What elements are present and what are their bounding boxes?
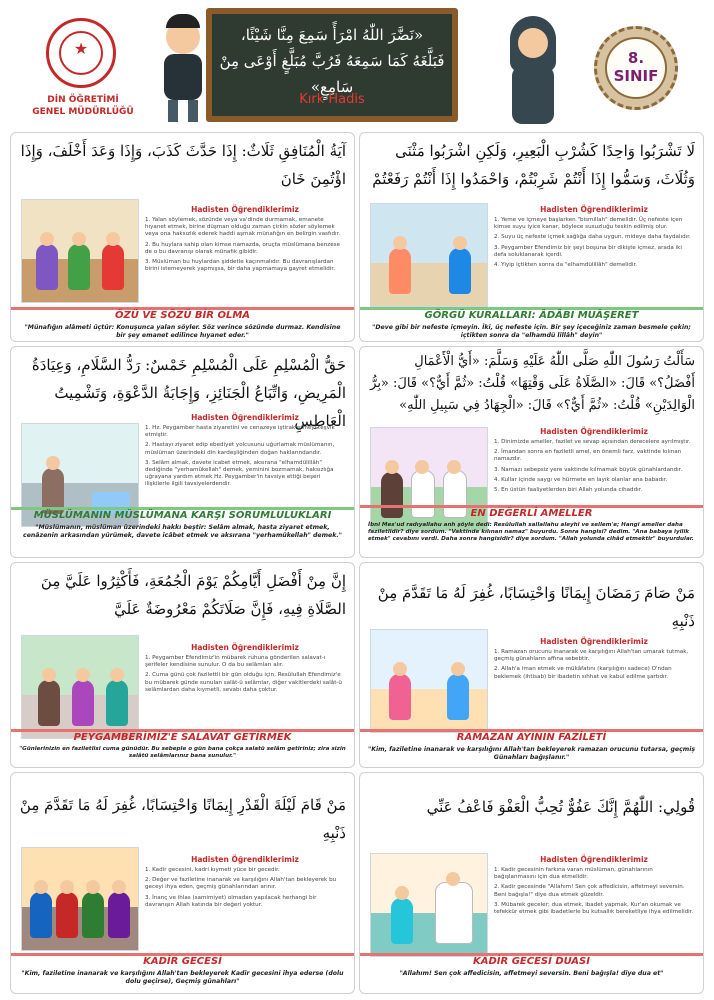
grade-badge [594,26,678,110]
hadith-illustration [370,629,488,733]
lessons-box [494,427,694,497]
hadith-arabic: مَنْ صَامَ رَمَضَانَ إِيمَانًا وَاحْتِسَابًا، غُفِرَ لَهُ مَا تَقَدَّمَ مِنْ ذَنْبِهِ [377,584,695,630]
hadith-summary: "Kim, faziletine inanarak ve karşılığını Allah'tan bekleyerek ramazan orucunu tutarsa, geçmiş Günahları bağışlanır." [368,746,695,761]
lessons-box [145,413,345,492]
lesson-item: 1. Kadir gecesini, kadri kıymeti yüce bir gecedir. [145,867,280,873]
hadith-summary: "Kim, faziletine inanarak ve karşılığını Allah'tan bekleyerek Kadir gecesini ihya ederse (dolu dolu geçirse), Geçmiş günahları" [21,970,344,985]
board-hadith [218,22,446,100]
hadith-arabic: إِنَّ مِنْ أَفْضَلِ أَيَّامِكُمْ يَوْمَ الْجُمُعَةِ، فَأَكْثِرُوا عَلَيَّ مِنَ الصَّلَاةِ فِيهِ، فَإِنَّ صَلَاتَكُمْ مَعْرُوضَةٌ عَلَيَّ [40,572,346,618]
hadith-title: ÖZÜ VE SÖZÜ BİR OLMA [114,310,251,321]
hadith-card [359,562,704,768]
lesson-item: 1. Peygamber Efendimiz'in mübarek ruhuna gönderilen salavat-ı şerifeler kendisine sunulur. O da bu selâmları alır. [145,655,326,669]
hadith-illustration [21,199,139,303]
chalkboard [206,8,458,122]
hadith-card [10,562,355,768]
page-header [6,6,708,126]
hadith-illustration [370,203,488,307]
hadith-illustration [21,635,139,739]
lesson-item: 2. Hastayı ziyaret edip ebediyet yolcusunu uğurlamak müslümanın, müslüman üzerindeki din kardeşliğinden doğan haklarındandır. [145,442,335,456]
hadith-arabic: سَأَلْتُ رَسُولَ اللّٰهِ صَلَّى اللّٰهُ عَلَيْهِ وَسَلَّمَ: «أَيُّ الْأَعْمَالِ أَفْضَلُ؟» قَالَ: «الصَّلَاةُ عَلَى وَقْتِهَا» قُلْتُ: «ثُمَّ أَيٌّ؟» قَالَ: «بِرُّ الْوَالِدَيْنِ» قُلْتُ: «ثُمَّ أَيٌّ؟» قَالَ: «الْجِهَادُ فِي سَبِيلِ اللّٰهِ» [370,354,695,413]
lesson-item: 3. Peygamber Efendimiz bir şeyi boşuna bir dikişte içmez, arada iki defa soluklanarak içerdi. [494,244,682,258]
lessons-box [494,855,694,919]
hadith-arabic: آيَةُ الْمُنَافِقِ ثَلَاثٌ: إِذَا حَدَّثَ كَذَبَ، وَإِذَا وَعَدَ أَخْلَفَ، وَإِذَا اؤْتُمِنَ خَانَ [20,142,346,188]
lesson-item: 4. Kullar içinde saygı ve hürmete en layık olanlar ana babadır. [494,476,668,483]
hadith-card [10,132,355,342]
ministry-logo [46,18,116,88]
hadith-arabic: قُولِي: اللّٰهُمَّ إِنَّكَ عَفُوٌّ تُحِبُّ الْعَفْوَ فَاعْفُ عَنِّي [426,798,695,816]
lesson-item: 3. Müslüman bu huylardan şiddetle kaçınmalıdır. Bu davranışlardan birini istemeyerek yapmışsa, bir daha yapmamaya gayret etmelidir. [145,259,335,273]
lessons-box [494,637,694,684]
lesson-item: 2. Bu huylara sahip olan kimse namazda, oruçta müslümana benzese de o bu davranışı olarak münafık gibidir. [145,241,341,255]
lesson-item: 1. Hz. Peygamber hasta ziyaretini ve cenazeye iştirak etmeyi teşvik etmiştir. [145,425,335,439]
hadith-title: KADİR GECESİ [143,956,222,967]
lessons-heading: Hadisten Öğrendiklerimiz [191,413,299,422]
lesson-item: 4. Yiyip içtikten sonra da "elhamdülillâh" demelidir. [494,262,638,269]
hadith-illustration [370,853,488,957]
board-hadith-line-1: «نَضَّرَ اللّٰهُ امْرَأً سَمِعَ مِنَّا شَيْئًا، [240,26,424,44]
lesson-item: 3. Selâm almak, davete icabet etmek, aksırana "elhamdülillâh" dediğinde "yerhamükellah" demek, yeminini bozmamak, haksızlığa uğrayana yardım etmek Hz. Peygamber'in tavsiye ettiği beşeri ilişkilerle ilgili tavsiyelerdendir. [145,459,334,488]
lesson-item: 2. Allah'a iman etmek ve mükâfatını (karşılığını sadece) O'ndan beklemek (ihtisab) bir ibadetin sıhhat ve kabul edilme şartıdır. [494,666,672,680]
hadith-summary: "Münafığın alâmeti üçtür: Konuşunca yalan söyler. Söz verince sözünde durmaz. Kendisine bir şey emanet edilince hıyanet eder." [24,324,341,339]
lessons-heading: Hadisten Öğrendiklerimiz [540,855,648,864]
lesson-item: 3. Namazı sebepsiz yere vaktinde kılmamak büyük günahlardandır. [494,466,683,473]
hadith-arabic: مَنْ قَامَ لَيْلَةَ الْقَدْرِ إِيمَانًا وَاحْتِسَابًا، غُفِرَ لَهُ مَا تَقَدَّمَ مِنْ ذَنْبِهِ [19,796,346,842]
org-line-1: DİN ÖĞRETİMİ [47,95,119,105]
organization-name [28,94,138,118]
lessons-heading: Hadisten Öğrendiklerimiz [540,427,648,436]
lessons-box [145,205,345,276]
hadith-title: MÜSLÜMANIN MÜSLÜMANA KARŞI SORUMLULUKLARI [33,510,332,521]
hadith-summary: "Müslümanın, müslüman üzerindeki hakkı beştir: Selâm almak, hasta ziyaret etmek, cenâzenin arkasından yürümek, davete icâbet etmek ve aksırana "yerhamükellah" demek." [23,524,342,539]
lesson-item: 3. İnanç ve ihlas (samimiyet) olmadan yapılacak herhangi bir davranışın Allah katında bir değeri yoktur. [145,894,317,908]
lessons-heading: Hadisten Öğrendiklerimiz [191,205,299,214]
org-line-2: GENEL MÜDÜRLÜĞÜ [32,107,134,117]
hadith-arabic: حَقُّ الْمُسْلِمِ عَلَى الْمُسْلِمِ خَمْسٌ: رَدُّ السَّلَامِ، وَعِيَادَةُ الْمَرِيضِ، وَاتِّبَاعُ الْجَنَائِزِ، وَإِجَابَةُ الدَّعْوَةِ، وَتَشْمِيتُ الْعَاطِسِ [31,356,346,430]
star-icon: ★ [73,39,89,58]
lesson-item: 2. Kadir gecesinde "Allahım! Sen çok affedicisin, affetmeyi seversin. Beni bağışla!" diye dua etmek güzeldir. [494,884,685,898]
hadith-summary: "Deve gibi bir nefeste içmeyin. İki, üç nefeste için. Bir şey içeceğiniz zaman besmele çekin; içtikten sonra da "elhamdü lillâh" deyin" [372,324,691,339]
lesson-item: 2. İmandan sonra en faziletli amel, en önemli farz, vaktinde kılınan namazdır. [494,449,682,463]
lesson-item: 1. Dinimizde ameller, fazilet ve sevap açısından derecelere ayrılmıştır. [494,439,691,445]
boy-illustration [156,14,212,124]
lessons-box [494,205,694,272]
lesson-item: 1. Ramazan orucunu inanarak ve karşılığını Allah'tan umarak tutmak, geçmiş günahların affına sebebtir. [494,649,689,663]
hadith-title: RAMAZAN AYININ FAZİLETİ [456,732,607,743]
hadith-title: PEYGAMBERİMİZ'E SALAVAT GETİRMEK [73,732,292,743]
hadith-illustration [21,847,139,951]
hadith-summary: "Günlerinizin en faziletlisi cuma günüdür. Bu sebeple o gün bana çokça salatü selâm getiriniz; zira sizin salâtü selâmlarınız bana sunulur." [19,746,346,759]
lessons-heading: Hadisten Öğrendiklerimiz [540,205,648,214]
hadith-title: KADİR GECESİ DUASI [473,956,590,967]
hadith-card [10,772,355,994]
hadith-title: EN DEĞERLİ AMELLER [470,508,593,519]
hadith-title: GÖRGÜ KURALLARI: ÂDÂBI MUÂŞERET [424,310,639,321]
board-title: Kırk Hadis [299,92,365,107]
lessons-heading: Hadisten Öğrendiklerimiz [191,855,299,864]
lesson-item: 1. Yalan söylemek, sözünde veya va'dinde durmamak, emanete hıyanet etmek, birine düşman olduğu zaman çirkin sözler söylemek veya ona haksızlık ederek haddi aşmak münafığın en belirgin vasfıdır. [145,217,341,238]
lesson-item: 2. Suyu üç nefeste içmek sağlığa daha uygun, mideye daha faydalıdır. [494,234,691,241]
hadith-card [359,772,704,994]
hadith-card [359,346,704,558]
lesson-item: 1. Yeme ve içmeye başlarken "bismillah" demelidir. Üç nefeste içen kimse suyu iyice kanar, böylece susuzluğu teskin edilmiş olur. [494,217,683,231]
lessons-box [145,643,345,697]
board-hadith-line-2: فَبَلَّغَهُ كَمَا سَمِعَهُ فَرُبَّ مُبَلَّغٍ أَوْعَى مِنْ سَامِعٍ» [219,52,445,96]
lessons-heading: Hadisten Öğrendiklerimiz [540,637,648,646]
hadith-summary: "Allahım! Sen çok affedicisin, affetmeyi seversin. Beni bağışla! diye dua et" [399,970,664,977]
grade-label: SINIF [613,67,659,85]
grade-number: 8. [627,49,645,67]
lesson-item: 3. Mübarek geceler; dua etmek, ibadet yapmak, Kur'an okumak ve tefekkür etmek gibi ibadetlerle bu kutsallık bereketliye ihya edilmelidir. [494,901,694,916]
hadith-arabic: لَا تَشْرَبُوا وَاحِدًا كَشُرْبِ الْبَعِيرِ، وَلَكِنِ اشْرَبُوا مَثْنَى وَثُلَاثَ، وَسَمُّوا إِذَا أَنْتُمْ شَرِبْتُمْ، وَاحْمَدُوا إِذَا أَنْتُمْ رَفَعْتُمْ [372,142,695,188]
lessons-heading: Hadisten Öğrendiklerimiz [191,643,299,652]
girl-illustration [506,16,562,126]
hadith-card [10,346,355,558]
lesson-item: 5. En üstün faaliyetlerden biri Allah yolunda cihaddır. [494,487,643,494]
lesson-item: 2. Cuma günü çok fazilettli bir gün olduğu için, Resûlullah Efendimiz'e bu mübarek günde sunulan salât-ü selâmlar, diğer vakitlerdeki salât-ü selâmlardan daha kıymetli, sevabı daha çoktur. [145,672,342,693]
hadith-card [359,132,704,342]
hadith-summary: İbni Mes'ud radıyallahu anh şöyle dedi: Resûlullah sallallahu aleyhi ve sellem'e; Hangi ameller daha faziletlidir? diye sordum. "Vaktinde kılınan namaz" buyurdu. Sonra hangisi? dedim. "Ana babaya iyilik etmek" cevabını verdi. Daha sonra hangisidir? diye sordum. "Allah yolunda cihâd etmektir" buyurdular. [368,522,694,542]
lesson-item: 2. Değer ve faziletine inanarak ve karşılığını Allah'tan bekleyerek bu geceyi ihya eden, geçmiş günahlarından arınır. [145,877,337,891]
lessons-box [145,855,345,912]
lesson-item: 1. Kadir gecesinin farkına varan müslüman, günahlarının bağışlanmasını için dua etmelidir. [494,867,653,881]
